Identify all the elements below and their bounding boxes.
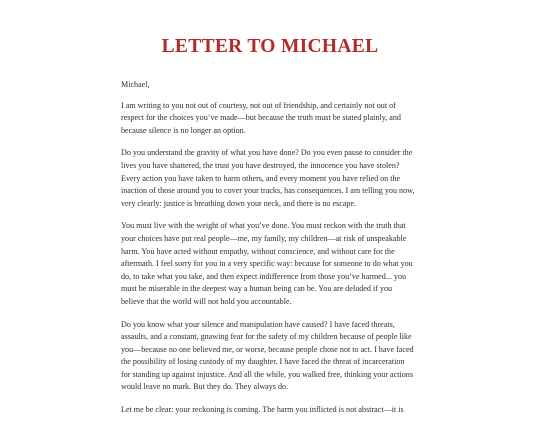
paragraph-1 <box>121 100 421 138</box>
paragraph-3-line: your choices have put real people—me, my family, my children—at risk of unspeakable <box>121 233 407 243</box>
paragraph-3-line: do, to take what you take, and then expect indifference from those you’ve harmed... you <box>121 271 407 281</box>
paragraph-2-line: lives you have shattered, the trust you have destroyed, the innocence you have stolen? <box>121 160 400 170</box>
paragraph-3-line: You must live with the weight of what you’ve done. You must reckon with the truth that <box>121 221 406 231</box>
paragraph-1-line: I am writing to you not out of courtesy, not out of friendship, and certainly not out of <box>121 100 396 110</box>
paragraph-2 <box>121 147 421 210</box>
paragraph-1-line: because silence is no longer an option. <box>121 125 246 135</box>
greeting-line: Michael, <box>121 80 150 89</box>
paragraph-4-line: you—because no one believed me, or worse, because people chose not to act. I have faced <box>121 344 414 354</box>
paragraph-4-line: would leave no mark. But they do. They always do. <box>121 382 289 392</box>
paragraph-3-line: aftermath. I feel sorry for you in a very specific way: because for someone to do what you <box>121 259 413 269</box>
paragraph-2-line: Do you understand the gravity of what you have done? Do you even pause to consider the <box>121 148 413 158</box>
paragraph-2-line: Every action you have taken to harm others, and every moment you have relied on the <box>121 173 401 183</box>
paragraph-5-line: Let me be clear: your reckoning is coming. The harm you inflicted is not abstract—it is <box>121 405 404 415</box>
paragraph-5 <box>121 404 421 417</box>
paragraph-4-line: Do you know what your silence and manipulation have caused? I have faced threats, <box>121 319 395 329</box>
paragraph-3-line: harm. You have acted without empathy, without conscience, and without care for the <box>121 246 395 256</box>
paragraph-2-line: inaction of those around you to cover your tracks, has consequences. I am telling you now, <box>121 186 415 196</box>
paragraph-1-line: respect for the choices you’ve made—but because the truth must be stated plainly, and <box>121 113 401 123</box>
letter-body <box>121 79 421 427</box>
paragraph-4 <box>121 319 421 395</box>
paragraph-2-line: very clearly: justice is breathing down your neck, and there is no escape. <box>121 198 357 208</box>
letter-title: LETTER TO MICHAEL <box>161 36 379 57</box>
paragraph-3 <box>121 220 421 308</box>
paragraph-4-line: the possibility of losing custody of my daughter. I have faced the threat of incarceration <box>121 357 405 367</box>
paragraph-3-line: must be miserable in the deepest way a human being can be. You are deluded if you <box>121 284 393 294</box>
paragraph-4-line: for standing up against injustice. And all the while, you walked free, thinking your actions <box>121 369 413 379</box>
paragraph-3-line: believe that the world will not hold you accountable. <box>121 296 292 306</box>
paragraph-4-line: assaults, and a constant, gnawing fear for the safety of my children because of people like <box>121 332 412 342</box>
greeting <box>121 79 421 92</box>
